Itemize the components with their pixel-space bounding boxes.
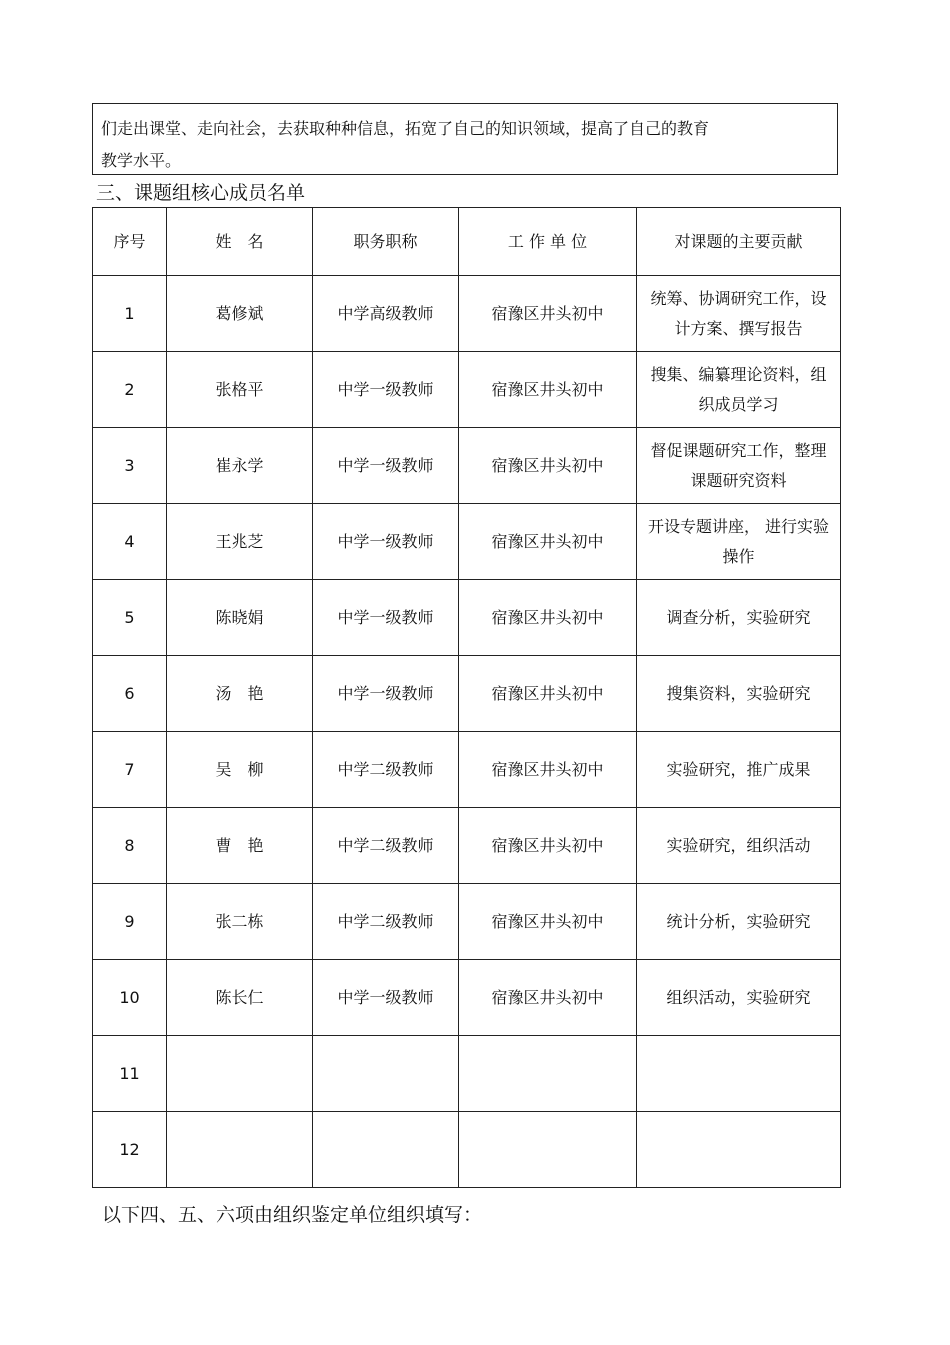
cell-unit: [459, 1036, 637, 1112]
cell-unit: 宿豫区井头初中: [459, 276, 637, 352]
cell-unit: 宿豫区井头初中: [459, 428, 637, 504]
cell-name: 吴 柳: [167, 732, 313, 808]
cell-title: 中学一级教师: [313, 580, 459, 656]
cell-contribution: 调查分析，实验研究: [637, 580, 841, 656]
cell-no: 9: [93, 884, 167, 960]
cell-no: 2: [93, 352, 167, 428]
cell-title: [313, 1036, 459, 1112]
cell-name: 陈晓娟: [167, 580, 313, 656]
cell-contribution: 督促课题研究工作，整理课题研究资料: [637, 428, 841, 504]
cell-no: 3: [93, 428, 167, 504]
cell-name: 崔永学: [167, 428, 313, 504]
cell-title: 中学一级教师: [313, 428, 459, 504]
table-row: [93, 428, 841, 504]
header-title: 职务职称: [313, 208, 459, 276]
cell-unit: 宿豫区井头初中: [459, 884, 637, 960]
cell-contribution: 实验研究，推广成果: [637, 732, 841, 808]
table-row: [93, 1036, 841, 1112]
header-contribution: 对课题的主要贡献: [637, 208, 841, 276]
table-row: [93, 352, 841, 428]
table-row: [93, 732, 841, 808]
table-row: [93, 276, 841, 352]
cell-title: 中学高级教师: [313, 276, 459, 352]
intro-line-1: 们走出课堂、走向社会，去获取种种信息，拓宽了自己的知识领域，提高了自己的教育: [101, 119, 710, 138]
cell-name: 葛修斌: [167, 276, 313, 352]
intro-line-2: 教学水平。: [101, 151, 182, 170]
cell-title: 中学二级教师: [313, 884, 459, 960]
cell-title: 中学二级教师: [313, 808, 459, 884]
cell-no: 6: [93, 656, 167, 732]
table-row: [93, 656, 841, 732]
header-no: 序号: [93, 208, 167, 276]
table-row: [93, 1112, 841, 1188]
header-name: 姓 名: [167, 208, 313, 276]
intro-text-box: [92, 103, 838, 175]
cell-title: 中学二级教师: [313, 732, 459, 808]
cell-name: [167, 1112, 313, 1188]
cell-contribution: 实验研究，组织活动: [637, 808, 841, 884]
cell-no: 4: [93, 504, 167, 580]
cell-contribution: 统计分析，实验研究: [637, 884, 841, 960]
cell-name: 王兆芝: [167, 504, 313, 580]
cell-unit: 宿豫区井头初中: [459, 580, 637, 656]
cell-unit: 宿豫区井头初中: [459, 808, 637, 884]
cell-contribution: 组织活动，实验研究: [637, 960, 841, 1036]
table-row: [93, 960, 841, 1036]
cell-contribution: 搜集、编纂理论资料，组织成员学习: [637, 352, 841, 428]
cell-name: 汤 艳: [167, 656, 313, 732]
cell-title: 中学一级教师: [313, 504, 459, 580]
cell-title: 中学一级教师: [313, 656, 459, 732]
cell-name: 陈长仁: [167, 960, 313, 1036]
table-header-row: [93, 208, 841, 276]
cell-name: 曹 艳: [167, 808, 313, 884]
cell-contribution: 开设专题讲座， 进行实验操作: [637, 504, 841, 580]
cell-no: 8: [93, 808, 167, 884]
cell-contribution: [637, 1112, 841, 1188]
cell-title: 中学一级教师: [313, 352, 459, 428]
table-row: [93, 808, 841, 884]
cell-title: 中学一级教师: [313, 960, 459, 1036]
table-row: [93, 884, 841, 960]
footer-note: 以下四、五、六项由组织鉴定单位组织填写：: [102, 1204, 483, 1226]
section-title: 三、课题组核心成员名单: [96, 182, 306, 204]
cell-no: 12: [93, 1112, 167, 1188]
table-row: [93, 580, 841, 656]
cell-contribution: [637, 1036, 841, 1112]
cell-no: 5: [93, 580, 167, 656]
cell-name: 张格平: [167, 352, 313, 428]
cell-unit: 宿豫区井头初中: [459, 732, 637, 808]
cell-no: 1: [93, 276, 167, 352]
cell-no: 10: [93, 960, 167, 1036]
cell-unit: [459, 1112, 637, 1188]
cell-contribution: 统筹、协调研究工作，设计方案、撰写报告: [637, 276, 841, 352]
header-unit: 工 作 单 位: [459, 208, 637, 276]
cell-unit: 宿豫区井头初中: [459, 352, 637, 428]
cell-name: [167, 1036, 313, 1112]
cell-unit: 宿豫区井头初中: [459, 656, 637, 732]
table-row: [93, 504, 841, 580]
cell-title: [313, 1112, 459, 1188]
cell-no: 11: [93, 1036, 167, 1112]
cell-contribution: 搜集资料，实验研究: [637, 656, 841, 732]
cell-unit: 宿豫区井头初中: [459, 504, 637, 580]
cell-no: 7: [93, 732, 167, 808]
cell-unit: 宿豫区井头初中: [459, 960, 637, 1036]
members-table: [92, 207, 841, 1188]
cell-name: 张二栋: [167, 884, 313, 960]
